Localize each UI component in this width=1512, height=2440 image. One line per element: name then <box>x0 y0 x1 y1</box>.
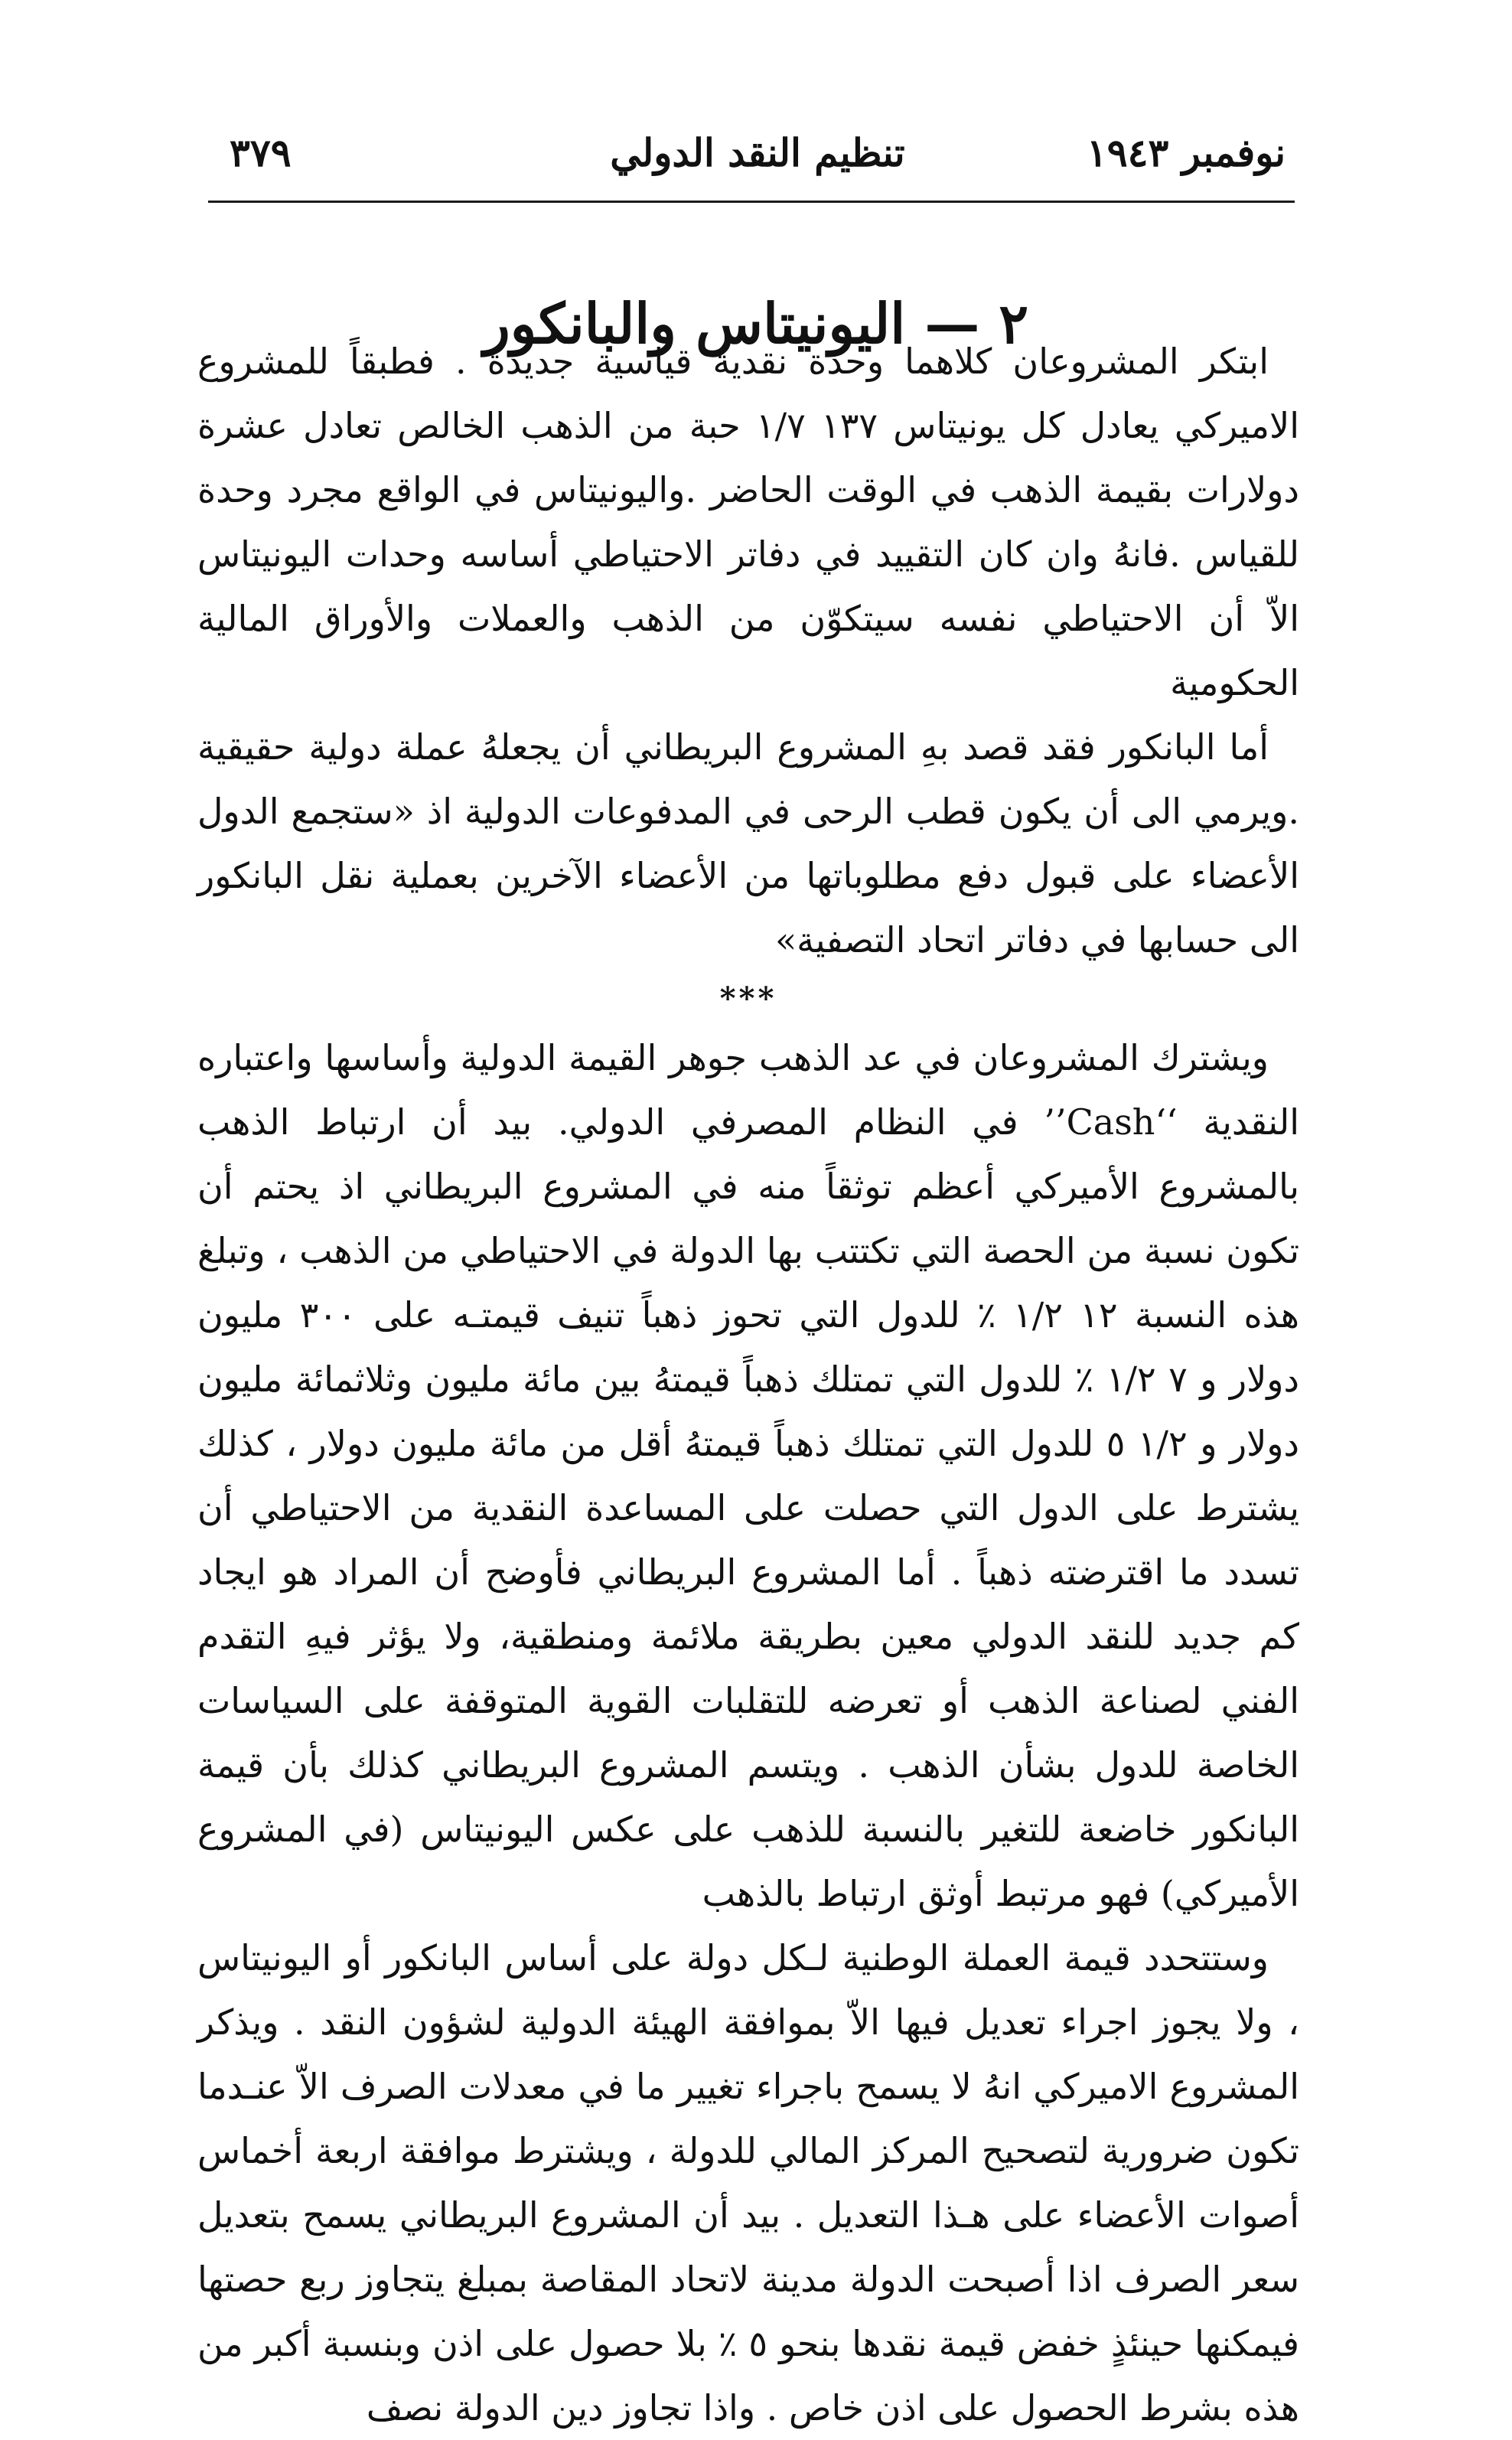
section-heading: ٢ — اليونيتاس والبانكور <box>483 291 1029 357</box>
article-body <box>197 329 1299 2440</box>
header-rule <box>208 201 1295 203</box>
running-header <box>230 122 1286 184</box>
paragraph-gold: ويشترك المشروعان في عد الذهب جوهر القيمة الدولية وأساسها واعتباره النقدية ‘‘Cash’’ في النظام المصرفي الدولي. بيد أن ارتباط الذهب بالمشروع الأميركي أعظم توثقاً منه في المشروع البريطاني اذ يحتم أن تكون نسبة من الحصة التي تكتتب بها الدولة في الاحتياطي من الذهب ، وتبلغ هذه النسبة ١٢ ١/٢ ٪ للدول التي تحوز ذهباً تنيف قيمتـه على ٣٠٠ مليون دولار و ٧ ١/٢ ٪ للدول التي تمتلك ذهباً قيمتهُ بين مائة مليون وثلاثمائة مليون دولار و ١/٢ ٥ للدول التي تمتلك ذهباً قيمتهُ أقل من مائة مليون دولار ، كذلك يشترط على الدول التي حصلت على المساعدة النقدية من الاحتياطي أن تسدد ما اقترضته ذهباً . أما المشروع البريطاني فأوضح أن المراد هو ايجاد كم جديد للنقد الدولي معين بطريقة ملائمة ومنطقية، ولا يؤثر فيهِ التقدم الفني لصناعة الذهب أو تعرضه للتقلبات القوية المتوقفة على السياسات الخاصة للدول بشأن الذهب . ويتسم المشروع البريطاني كذلك بأن قيمة البانكور خاضعة للتغير بالنسبة للذهب على عكس اليونيتاس (في المشروع الأميركي) فهو مرتبط أوثق ارتباط بالذهب <box>197 1037 1300 1914</box>
section-separator: *** <box>719 980 777 1016</box>
issue-date: نوفمبر ١٩٤٣ <box>1086 130 1286 175</box>
journal-section-title: تنظيم النقد الدولي <box>610 130 905 175</box>
paragraph-bancor: أما البانكور فقد قصد بهِ المشروع البريطاني أن يجعلهُ عملة دولية حقيقية .ويرمي الى أن يكون قطب الرحى في المدفوعات الدولية اذ «ستجمع الدول الأعضاء على قبول دفع مطلوباتها من الأعضاء الآخرين بعملية نقل البانكور الى حسابها في دفاتر اتحاد التصفية» <box>197 726 1299 961</box>
page-number: ٣٧٩ <box>230 130 292 175</box>
paragraph-exchange-rates: وستتحدد قيمة العملة الوطنية لـكل دولة على أساس البانكور أو اليونيتاس ، ولا يجوز اجراء تعديل فيها الاّ بموافقة الهيئة الدولية لشؤون النقد . ويذكر المشروع الاميركي انهُ لا يسمح باجراء تغيير ما في معدلات الصرف الاّ عنـدما تكون ضرورية لتصحيح المركز المالي للدولة ، ويشترط موافقة اربعة أخماس أصوات الأعضاء على هـذا التعديل . بيد أن المشروع البريطاني يسمح بتعديل سعر الصرف اذا أصبحت الدولة مدينة لاتحاد المقاصة بمبلغ يتجاوز ربع حصتها فيمكنها حينئذٍ خفض قيمة نقدها بنحو ٥ ٪ بلا حصول على اذن وبنسبة أكبر من هذه بشرط الحصول على اذن خاص . واذا تجاوز دين الدولة نصف <box>197 1937 1299 2429</box>
paragraph-unit-definition: ابتكر المشروعان كلاهما وحدة نقدية قياسية جديدة . فطبقاً للمشروع الاميركي يعادل كل يونيتاس ١٣٧ ١/٧ حبة من الذهب الخالص تعادل عشرة دولارات بقيمة الذهب في الوقت الحاضر .واليونيتاس في الواقع مجرد وحدة للقياس .فانهُ وان كان التقييد في دفاتر الاحتياطي أساسه وحدات اليونيتاس الاّ أن الاحتياطي نفسه سيتكوّن من الذهب والعملات والأوراق المالية الحكومية <box>197 341 1299 703</box>
